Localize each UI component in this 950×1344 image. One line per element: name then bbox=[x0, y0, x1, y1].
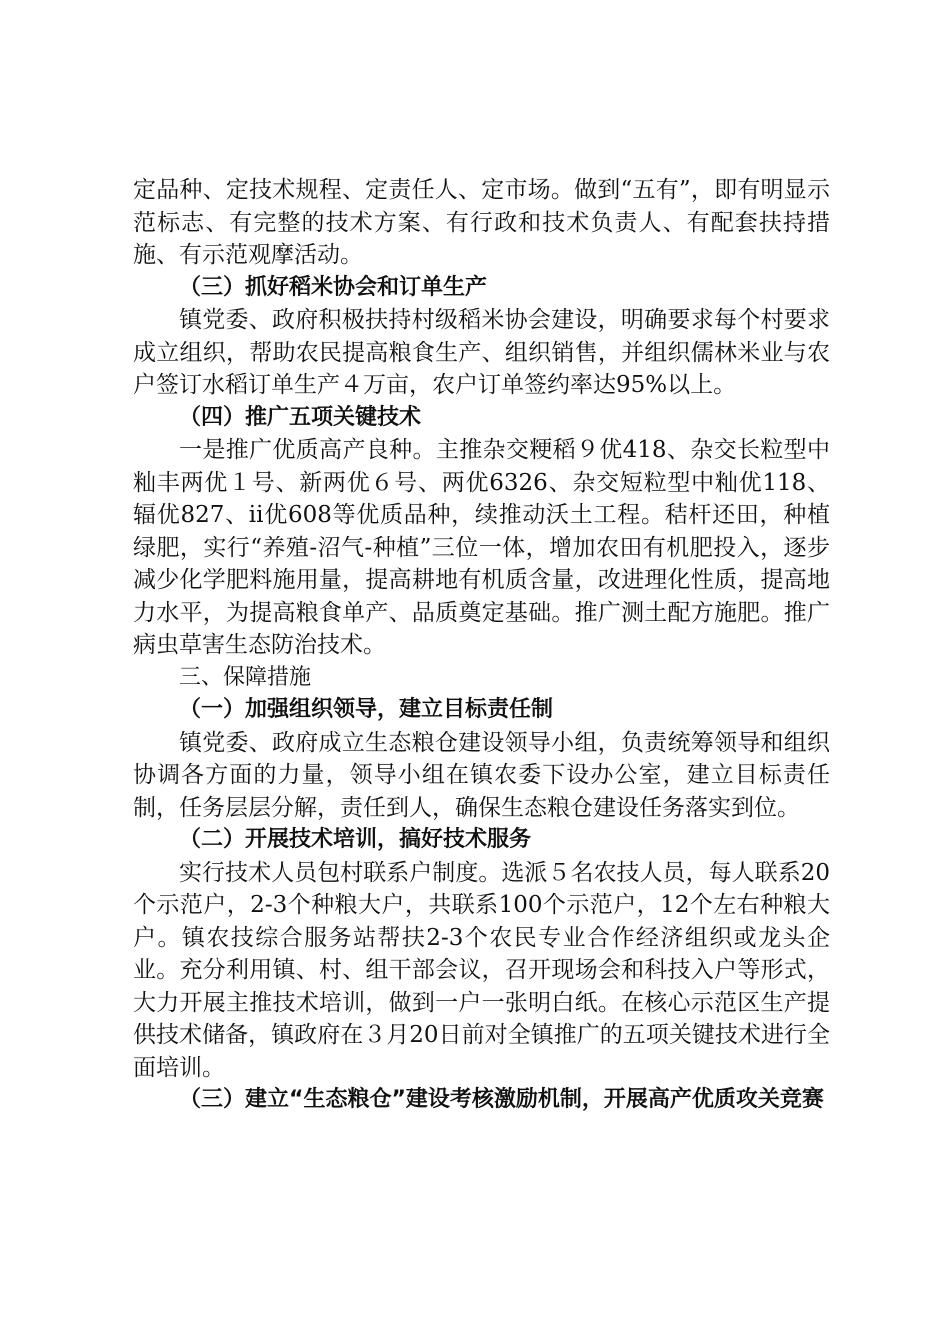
section-title-safeguards: 三、保障措施 bbox=[179, 664, 312, 690]
heading-organization-leadership: （一）加强组织领导，建立目标责任制 bbox=[179, 697, 554, 722]
heading-assessment-incentive: （三）建立“生态粮仓”建设考核激励机制，开展高产优质攻关竞赛 bbox=[179, 1087, 824, 1112]
paragraph-organization-leadership: 镇党委、政府成立生态粮仓建设领导小组，负责统筹领导和组织协调各方面的力量，领导小组在镇农委下设办公室，建立目标责任制，任务层层分解，责任到人，确保生态粮仓建设任务落实到位。 bbox=[133, 729, 830, 821]
paragraph-five-haves: 定品种、定技术规程、定责任人、定市场。做到“五有”，即有明显示范标志、有完整的技术方案、有行政和技术负责人、有配套扶持措施、有示范观摩活动。 bbox=[133, 177, 830, 268]
paragraph-rice-association: 镇党委、政府积极扶持村级稻米协会建设，明确要求每个村要求成立组织，帮助农民提高粮食生产、组织销售，并组织儒林米业与农户签订水稻订单生产４万亩，农户订单签约率达95%以上。 bbox=[133, 307, 830, 398]
paragraph-technical-training: 实行技术人员包村联系户制度。选派５名农技人员，每人联系20个示范户，2-3个种粮大户，共联系100个示范户，12个左右种粮大户。镇农技综合服务站帮扶2-3个农民专业合作经济组织或龙头企业。充分利用镇、村、组干部会议，召开现场会和科技入户等形式，大力开展主推技术培训，做到一户一张明白纸。在核心示范区生产提供技术储备，镇政府在３月20日前对全镇推广的五项关键技术进行全面培训。 bbox=[133, 859, 830, 1081]
heading-rice-association: （三）抓好稻米协会和订单生产 bbox=[179, 274, 488, 300]
heading-technical-training: （二）开展技术培训，搞好技术服务 bbox=[179, 827, 532, 852]
heading-five-key-technologies: （四）推广五项关键技术 bbox=[179, 404, 422, 430]
document-page bbox=[133, 174, 830, 1117]
paragraph-five-key-technologies: 一是推广优质高产良种。主推杂交粳稻９优418、杂交长粒型中籼丰两优１号、新两优６号、两优6326、杂交短粒型中籼优118、辐优827、ii优608等优质品种，续推动沃土工程。秸杆还田，种植绿肥，实行“养殖-沼气-种植”三位一体，增加农田有机肥投入，逐步减少化学肥料施用量，提高耕地有机质含量，改进理化性质，提高地力水平，为提高粮食单产、品质奠定基础。推广测土配方施肥。推广病虫草害生态防治技术。 bbox=[133, 437, 830, 658]
